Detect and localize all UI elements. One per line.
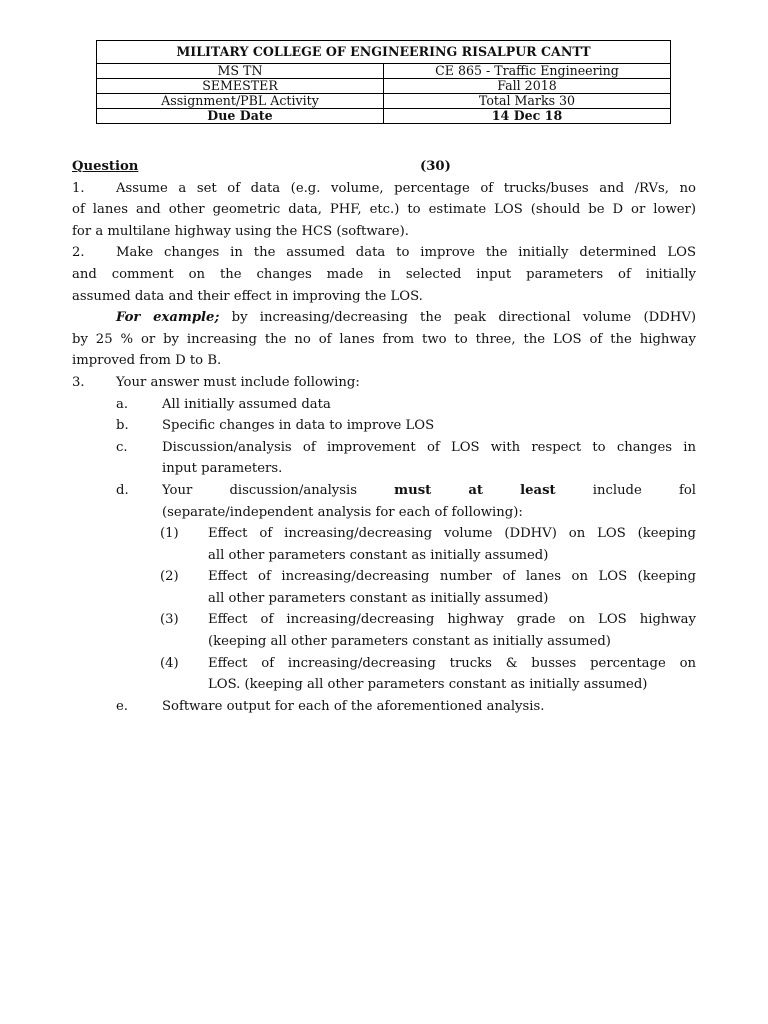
subsubitem-4-line-2 xyxy=(72,674,696,696)
item-1-number: 1. xyxy=(72,180,85,196)
example-line-3: improved from D to B. xyxy=(72,353,222,369)
subitem-d-line-2 xyxy=(72,502,696,524)
subitem-d-line-1 xyxy=(72,480,696,502)
subsubitem-4-text-2: LOS. (keeping all other parameters constant as initially assumed) xyxy=(208,677,648,693)
semester-label-cell: SEMESTER xyxy=(97,79,384,94)
example-lead: For example; xyxy=(116,310,220,326)
subsubitem-4-line-1 xyxy=(72,653,696,675)
due-date-label-cell: Due Date xyxy=(97,109,384,124)
subsubitem-2-marker: (2) xyxy=(160,569,179,585)
subsubitem-4-marker: (4) xyxy=(160,655,179,671)
subsubitem-2-line-2 xyxy=(72,588,696,610)
subitem-e-marker: e. xyxy=(116,698,128,714)
item-3-text-1: Your answer must include following: xyxy=(116,374,360,390)
subsubitem-2-line-1 xyxy=(72,566,696,588)
activity-cell: Assignment/PBL Activity xyxy=(97,94,384,109)
subsubitem-1-text-1: Effect of increasing/decreasing volume (DDHV) on LOS (keeping xyxy=(208,526,696,542)
subitem-e-text: Software output for each of the aforementioned analysis. xyxy=(162,698,545,714)
example-line-1 xyxy=(72,307,696,329)
subsubitem-4-text-1: Effect of increasing/decreasing trucks & busses percentage on xyxy=(208,655,696,671)
item-3-line-1 xyxy=(72,372,696,394)
subitem-d-word-at: at xyxy=(468,482,483,498)
subsubitem-1-line-1 xyxy=(72,523,696,545)
subsubitem-3-text-2: (keeping all other parameters constant as initially assumed) xyxy=(208,634,611,650)
header-table xyxy=(96,40,671,124)
question-marks: (30) xyxy=(420,159,451,174)
example-text-1-rest: by increasing/decreasing the peak directional volume (DDHV) xyxy=(219,310,696,326)
item-2-line-3: assumed data and their effect in improving the LOS. xyxy=(72,288,423,304)
item-2-line-2: and comment on the changes made in selected input parameters of initially xyxy=(72,266,696,282)
item-2-number: 2. xyxy=(72,245,85,261)
item-1-line-2: of lanes and other geometric data, PHF, etc.) to estimate LOS (should be D or lower) xyxy=(72,202,696,218)
item-1-line-3: for a multilane highway using the HCS (software). xyxy=(72,223,409,239)
semester-value-cell: Fall 2018 xyxy=(384,79,671,94)
subitem-d-word-include: include xyxy=(592,482,642,498)
total-marks-cell: Total Marks 30 xyxy=(384,94,671,109)
program-cell: MS TN xyxy=(97,64,384,79)
example-line-2: by 25 % or by increasing the no of lanes from two to three, the LOS of the highway xyxy=(72,331,696,347)
subsubitem-3-line-1 xyxy=(72,609,696,631)
subitem-b-marker: b. xyxy=(116,418,129,434)
subitem-c-text-2: input parameters. xyxy=(162,461,283,477)
subsubitem-3-marker: (3) xyxy=(160,612,179,628)
subitem-d-word-fol: fol xyxy=(678,482,696,498)
subitem-d-word-least: least xyxy=(520,482,556,498)
item-1-line-1 xyxy=(72,178,696,200)
course-cell: CE 865 - Traffic Engineering xyxy=(384,64,671,79)
subsubitem-1-marker: (1) xyxy=(160,526,179,542)
subitem-b xyxy=(72,415,696,437)
question-body xyxy=(72,156,696,717)
subitem-c-line-1 xyxy=(72,437,696,459)
subsubitem-3-text-1: Effect of increasing/decreasing highway grade on LOS highway xyxy=(208,612,696,628)
subsubitem-1-text-2: all other parameters constant as initially assumed) xyxy=(208,547,549,563)
item-3-number: 3. xyxy=(72,374,85,390)
item-2-text-1: Make changes in the assumed data to improve the initially determined LOS xyxy=(116,245,696,261)
subitem-b-text: Specific changes in data to improve LOS xyxy=(162,418,435,434)
subitem-c-line-2 xyxy=(72,458,696,480)
subitem-a-marker: a. xyxy=(116,396,129,412)
subitem-c-text-1: Discussion/analysis of improvement of LOS with respect to changes in xyxy=(162,439,696,455)
question-label: Question xyxy=(72,159,139,174)
subsubitem-1-line-2 xyxy=(72,545,696,567)
subitem-c-marker: c. xyxy=(116,439,128,455)
subitem-d-word-2: discussion/analysis xyxy=(229,482,358,498)
item-1-text-1: Assume a set of data (e.g. volume, percentage of trucks/buses and /RVs, no xyxy=(116,180,696,196)
question-heading-line xyxy=(72,156,696,178)
subitem-d-word-must: must xyxy=(394,482,432,498)
subitem-a-text: All initially assumed data xyxy=(162,396,331,412)
item-2-line-1 xyxy=(72,242,696,264)
subitem-e xyxy=(72,696,696,718)
subsubitem-3-line-2 xyxy=(72,631,696,653)
institution-title: MILITARY COLLEGE OF ENGINEERING RISALPUR CANTT xyxy=(97,41,671,64)
subitem-d-marker: d. xyxy=(116,482,129,498)
subitem-d-text-1 xyxy=(162,480,696,502)
example-text-1 xyxy=(116,307,696,329)
subsubitem-2-text-2: all other parameters constant as initially assumed) xyxy=(208,590,549,606)
due-date-value-cell: 14 Dec 18 xyxy=(384,109,671,124)
subitem-a xyxy=(72,394,696,416)
subsubitem-2-text-1: Effect of increasing/decreasing number of lanes on LOS (keeping xyxy=(208,569,696,585)
subitem-d-word-1: Your xyxy=(162,482,193,498)
subitem-d-text-2: (separate/independent analysis for each of following): xyxy=(162,504,523,520)
